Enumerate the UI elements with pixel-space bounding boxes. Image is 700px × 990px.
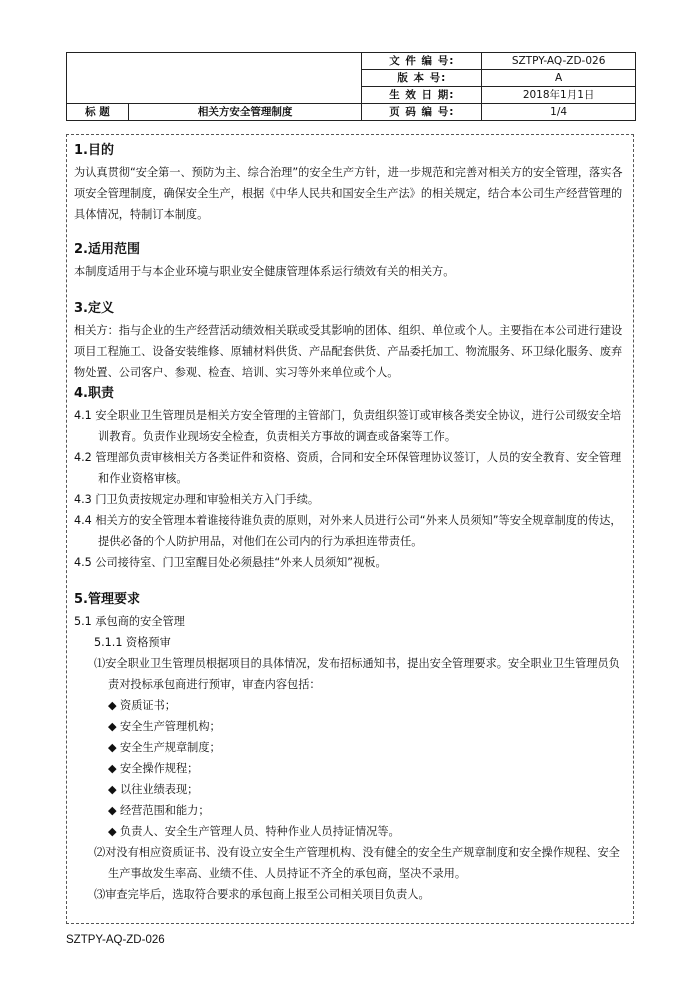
section-4-item: 4.4 相关方的安全管理本着谁接待谁负责的原则，对外来人员进行公司“外来人员须知”等安全规章制度的传达，提供必备的个人防护用品，对他们在公司内的行为承担连带责任。	[74, 514, 622, 548]
review-bullet: ◆ 安全生产规章制度；	[74, 737, 630, 758]
review-bullet: ◆ 以往业绩表现；	[74, 779, 630, 800]
diamond-bullet-icon: ◆	[108, 720, 117, 733]
page-number-value: 1/4	[482, 104, 636, 121]
diamond-bullet-icon: ◆	[108, 762, 117, 775]
footer-doc-code: SZTPY-AQ-ZD-026	[66, 934, 165, 946]
review-bullet: ◆ 经营范围和能力；	[74, 800, 630, 821]
review-bullet: ◆ 安全操作规程；	[74, 758, 630, 779]
section-3-heading: 3.定义	[74, 301, 114, 316]
header-blank-cell	[67, 53, 362, 104]
diamond-bullet-icon: ◆	[108, 741, 117, 754]
diamond-bullet-icon: ◆	[108, 825, 117, 838]
review-bullet: ◆ 负责人、安全生产管理人员、特种作业人员持证情况等。	[74, 821, 630, 842]
title-label: 标 题	[67, 104, 129, 121]
section-4-heading: 4.职责	[74, 386, 114, 401]
section-4-item: 4.2 管理部负责审核相关方各类证件和资格、资质，合同和安全环保管理协议签订，人员的安全教育、安全管理和作业资格审核。	[74, 451, 622, 485]
doc-number-label: 文 件 编 号:	[362, 53, 482, 70]
title-value: 相关方安全管理制度	[128, 104, 362, 121]
prequalification-paragraph-1: ⑴安全职业卫生管理员根据项目的具体情况，发布招标通知书，提出安全管理要求。安全职业卫生管理员负责对投标承包商进行预审，审查内容包括：	[94, 657, 620, 691]
section-2-heading: 2.适用范围	[74, 242, 140, 257]
document-header-table	[66, 52, 636, 121]
effective-date-label: 生 效 日 期:	[362, 87, 482, 104]
version-label: 版 本 号:	[362, 70, 482, 87]
section-1-heading: 1.目的	[74, 143, 114, 158]
review-bullet: ◆ 安全生产管理机构；	[74, 716, 630, 737]
diamond-bullet-icon: ◆	[108, 783, 117, 796]
document-body	[74, 140, 630, 905]
review-bullet: ◆ 资质证书；	[74, 695, 630, 716]
prequalification-paragraph-2: ⑵对没有相应资质证书、没有设立安全生产管理机构、没有健全的安全生产规章制度和安全操作规程、安全生产事故发生率高、业绩不佳、人员持证不齐全的承包商，坚决不录用。	[94, 846, 620, 880]
section-4-item: 4.5 公司接待室、门卫室醒目处必须悬挂“外来人员须知”视板。	[74, 556, 387, 569]
section-4-item: 4.3 门卫负责按规定办理和审验相关方入门手续。	[74, 493, 320, 506]
effective-date-value: 2018年1月1日	[482, 87, 636, 104]
section-5-1-1-heading: 5.1.1 资格预审	[94, 636, 171, 649]
version-value: A	[482, 70, 636, 87]
page-number-label: 页 码 编 号:	[362, 104, 482, 121]
section-5-heading: 5.管理要求	[74, 592, 140, 607]
diamond-bullet-icon: ◆	[108, 699, 117, 712]
diamond-bullet-icon: ◆	[108, 804, 117, 817]
prequalification-paragraph-3: ⑶审查完毕后，选取符合要求的承包商上报至公司相关项目负责人。	[94, 888, 430, 901]
section-1-text: 为认真贯彻“安全第一、预防为主、综合治理”的安全生产方针，进一步规范和完善对相关方的安全管理，落实各项安全管理制度，确保安全生产，根据《中华人民共和国安全生产法》的相关规定，结合本公司生产经营管理的具体情况，特制订本制度。	[74, 166, 623, 221]
section-2-text: 本制度适用于与本企业环境与职业安全健康管理体系运行绩效有关的相关方。	[74, 265, 455, 278]
doc-number-value: SZTPY-AQ-ZD-026	[482, 53, 636, 70]
section-5-1-heading: 5.1 承包商的安全管理	[74, 615, 185, 628]
section-4-item: 4.1 安全职业卫生管理员是相关方安全管理的主管部门，负责组织签订或审核各类安全协议，进行公司级安全培训教育。负责作业现场安全检查，负责相关方事故的调查或备案等工作。	[74, 409, 622, 443]
section-3-text: 相关方：指与企业的生产经营活动绩效相关联或受其影响的团体、组织、单位或个人。主要指在本公司进行建设项目工程施工、设备安装维修、原辅材料供货、产品配套供货、产品委托加工、物流服务、环卫绿化服务、废弃物处置、公司客户、参观、检查、培训、实习等外来单位或个人。	[74, 324, 623, 379]
